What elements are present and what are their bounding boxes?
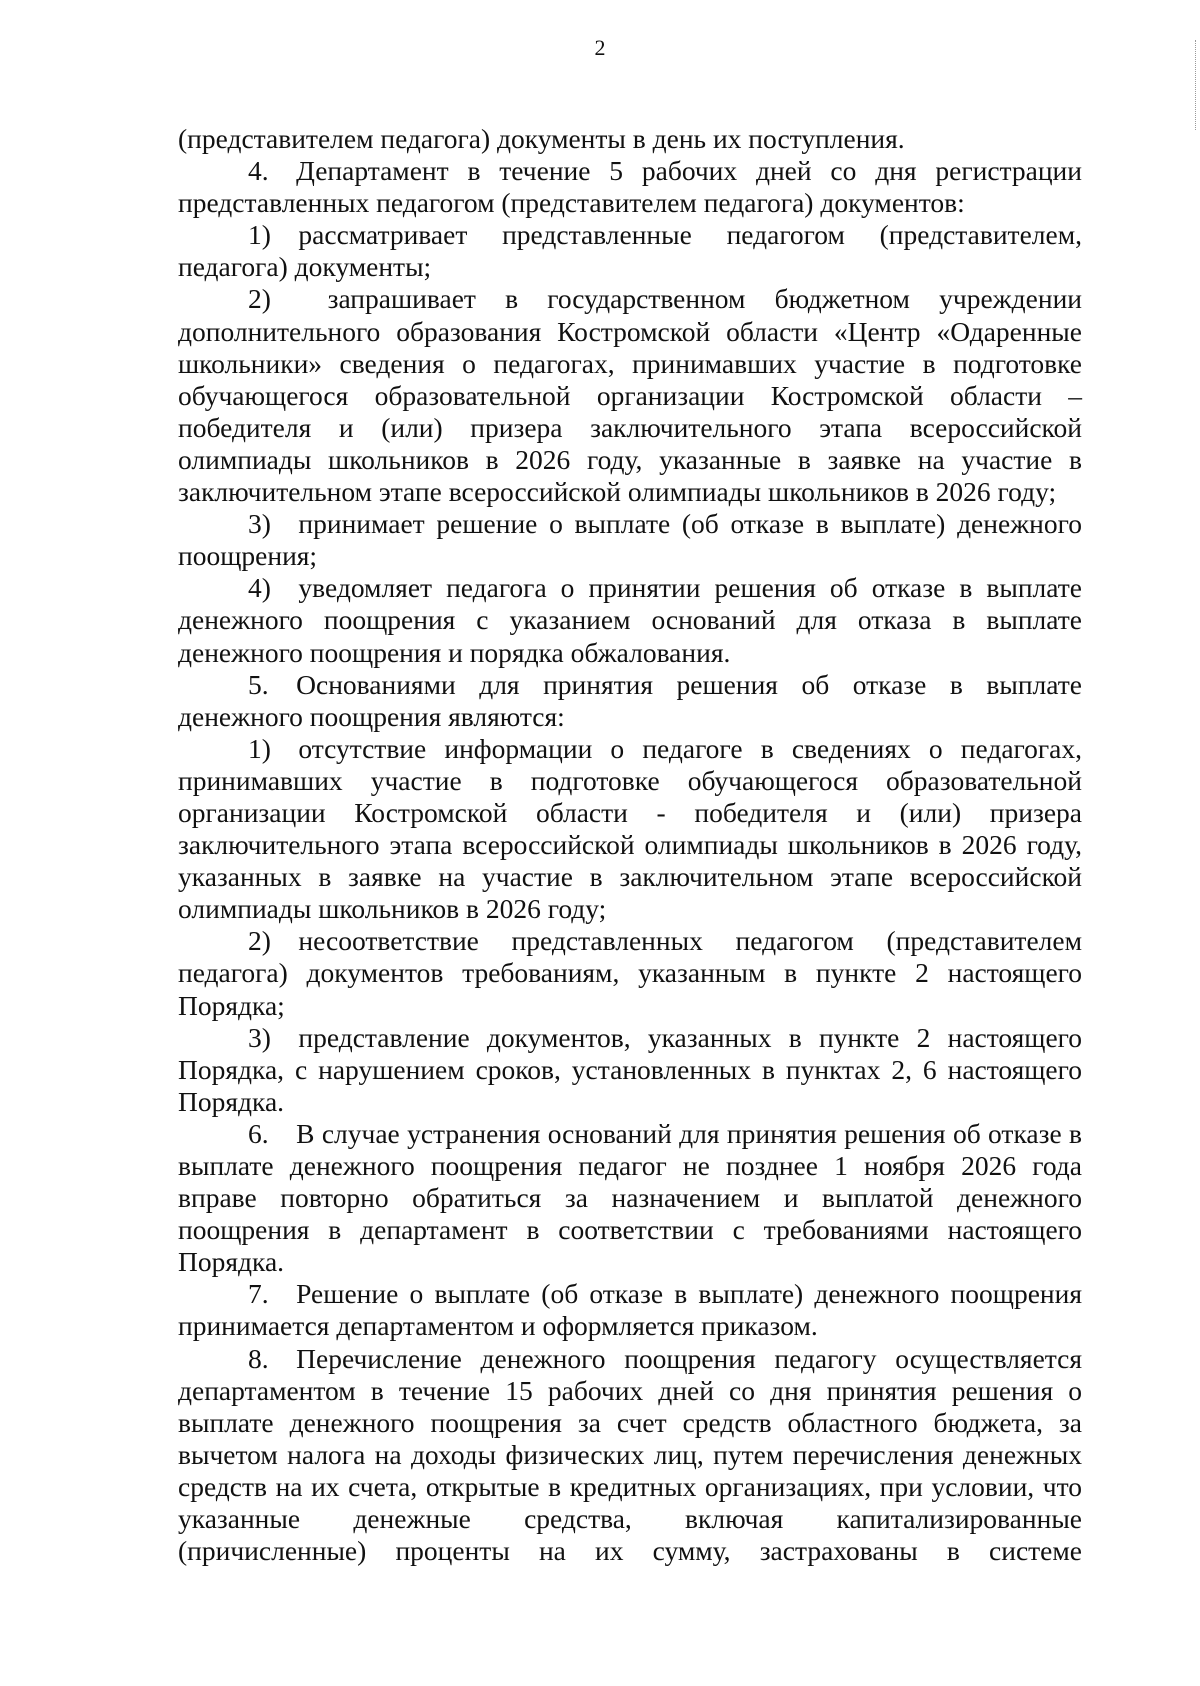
- subitem-5-1: 1) отсутствие информации о педагоге в сведениях о педагогах, принимавших участие в подготовке обучающегося образовательной организации Костромской области - победителя и (или) призера заключительного этапа всероссийской олимпиады школьников в 2026 году, указанных в заявке на участие в заключительном этапе всероссийской олимпиады школьников в 2026 году;: [178, 732, 1082, 925]
- subitem-5-2: 2) несоответствие представленных педагогом (представителем педагога) документов требованиям, указанным в пункте 2 настоящего Порядка;: [178, 925, 1082, 1021]
- page-number: 2: [594, 35, 606, 60]
- paragraph-item-7: 7. Решение о выплате (об отказе в выплате) денежного поощрения принимается департаментом и оформляется приказом.: [178, 1278, 1082, 1342]
- subitem-4-2: 2) запрашивает в государственном бюджетном учреждении дополнительного образования Костромской области «Центр «Одаренные школьники» сведения о педагогах, принимавших участие в подготовке обучающегося образовательной организации Костромской области – победителя и (или) призера заключительного этапа всероссийской олимпиады школьников в 2026 году, указанные в заявке на участие в заключительном этапе всероссийской олимпиады школьников в 2026 году;: [178, 283, 1082, 508]
- subitem-4-3: 3) принимает решение о выплате (об отказе в выплате) денежного поощрения;: [178, 508, 1082, 572]
- document-body: [178, 123, 1082, 1567]
- subitem-4-1: 1) рассматривает представленные педагогом (представителем, педагога) документы;: [178, 219, 1082, 283]
- paragraph-item-6: 6. В случае устранения оснований для принятия решения об отказе в выплате денежного поощрения педагог не позднее 1 ноября 2026 года вправе повторно обратиться за назначением и выплатой денежного поощрения в департамент в соответствии с требованиями настоящего Порядка.: [178, 1117, 1082, 1278]
- subitem-5-3: 3) представление документов, указанных в пункте 2 настоящего Порядка, с нарушением сроков, установленных в пунктах 2, 6 настоящего Порядка.: [178, 1021, 1082, 1117]
- paragraph-continuation: (представителем педагога) документы в день их поступления.: [178, 123, 905, 154]
- paragraph-item-4: 4. Департамент в течение 5 рабочих дней со дня регистрации представленных педагогом (представителем педагога) документов:: [178, 155, 1082, 219]
- subitem-4-4: 4) уведомляет педагога о принятии решения об отказе в выплате денежного поощрения с указанием оснований для отказа в выплате денежного поощрения и порядка обжалования.: [178, 572, 1082, 668]
- paragraph-item-5: 5. Основаниями для принятия решения об отказе в выплате денежного поощрения являются:: [178, 668, 1082, 732]
- paragraph-item-8: 8. Перечисление денежного поощрения педагогу осуществляется департаментом в течение 15 рабочих дней со дня принятия решения о выплате денежного поощрения за счет средств областного бюджета, за вычетом налога на доходы физических лиц, путем перечисления денежных средств на их счета, открытые в кредитных организациях, при условии, что указанные денежные средства, включая капитализированные (причисленные) проценты на их сумму, застрахованы в системе: [178, 1342, 1082, 1567]
